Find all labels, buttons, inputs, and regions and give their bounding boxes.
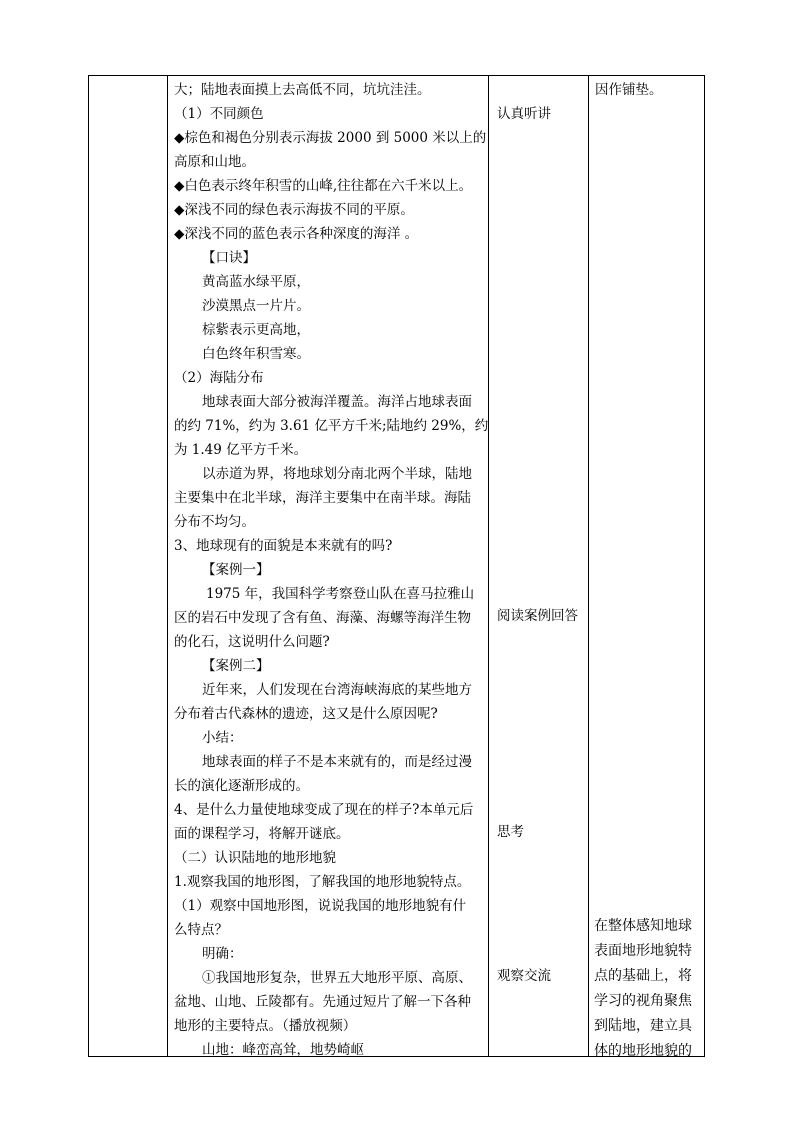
content-line: 大；陆地表面摸上去高低不同，坑坑洼洼。 <box>174 82 431 98</box>
content-line: 地球表面大部分被海洋覆盖。海洋占地球表面 <box>202 394 472 410</box>
content-line: （1）不同颜色 <box>174 106 264 122</box>
design-intent-line: 表面地形地貌特 <box>594 943 692 959</box>
content-line: ◆深浅不同的蓝色表示各种深度的海洋 。 <box>174 226 419 242</box>
content-line: 3、地球现有的面貌是本来就有的吗? <box>174 538 393 554</box>
lesson-plan-table <box>88 75 705 1057</box>
content-line: 【案例一】 <box>202 562 270 578</box>
content-line: 【口诀】 <box>202 250 256 266</box>
design-intent-line: 体的地形地貌的 <box>594 1043 692 1059</box>
content-line: 明确： <box>202 946 243 962</box>
content-line: 盆地、山地、丘陵都有。先通过短片了解一下各种 <box>174 994 471 1010</box>
content-line: 面的课程学习，将解开谜底。 <box>174 826 350 842</box>
table-divider-3 <box>588 76 589 1056</box>
design-intent-line: 点的基础上，将 <box>594 968 692 984</box>
design-intent-top: 因作铺垫。 <box>595 82 663 98</box>
content-line: 分布不均匀。 <box>174 514 255 530</box>
student-activity-listen: 认真听讲 <box>497 106 551 122</box>
content-line: （1）观察中国地形图，说说我国的地形地貌有什 <box>174 898 467 914</box>
content-line: 【案例二】 <box>202 658 270 674</box>
design-intent-line: 在整体感知地球 <box>594 918 692 934</box>
content-line: 黄高蓝水绿平原， <box>202 274 310 290</box>
content-line: 白色终年积雪寒。 <box>202 346 310 362</box>
content-line: 地形的主要特点。（播放视频） <box>174 1018 357 1034</box>
content-line: 么特点？ <box>174 922 228 938</box>
content-line: ◆白色表示终年积雪的山峰,往往都在六千米以上。 <box>174 178 473 194</box>
content-line: 近年来，人们发现在台湾海峡海底的某些地方 <box>202 682 472 698</box>
content-line: 1.观察我国的地形图，了解我国的地形地貌特点。 <box>174 874 471 890</box>
design-intent-line: 到陆地，建立具 <box>594 1018 692 1034</box>
content-line: （2）海陆分布 <box>174 370 264 386</box>
table-divider-1 <box>167 76 168 1056</box>
student-activity-read-case: 阅读案例回答 <box>497 608 578 624</box>
content-line: 沙漠黑点一片片。 <box>202 298 310 314</box>
design-intent-line: 学习的视角聚焦 <box>594 993 692 1009</box>
content-line: 主要集中在北半球，海洋主要集中在南半球。海陆 <box>174 490 471 506</box>
design-intent-column <box>594 914 702 1064</box>
content-line: ①我国地形复杂，世界五大地形平原、高原、 <box>202 970 472 986</box>
content-line: 棕紫表示更高地， <box>202 322 310 338</box>
content-line: 的化石，这说明什么问题? <box>174 634 330 650</box>
student-activity-think: 思考 <box>497 824 524 840</box>
content-line: 地球表面的样子不是本来就有的，而是经过漫 <box>202 754 472 770</box>
content-line: 1975 年，我国科学考察登山队在喜马拉雅山 <box>206 586 475 602</box>
content-line: 长的演化逐渐形成的。 <box>174 778 309 794</box>
content-line: ◆深浅不同的绿色表示海拔不同的平原。 <box>174 202 414 218</box>
teaching-content-column <box>174 78 489 1062</box>
content-line: ◆棕色和褐色分别表示海拔 2000 到 5000 米以上的 <box>174 130 487 146</box>
content-line: 高原和山地。 <box>174 154 255 170</box>
content-line: 区的岩石中发现了含有鱼、海藻、海螺等海洋生物 <box>174 610 471 626</box>
content-line: 为 1.49 亿平方千米。 <box>174 442 308 458</box>
content-line: 山地：峰峦高耸，地势崎岖 <box>202 1042 364 1058</box>
content-line: 4、是什么力量使地球变成了现在的样子?本单元后 <box>174 802 474 818</box>
content-line: 小结： <box>202 730 243 746</box>
content-line: 以赤道为界，将地球划分南北两个半球，陆地 <box>202 466 472 482</box>
table-divider-2 <box>488 76 489 1056</box>
content-line: 分布着古代森林的遗迹，这又是什么原因呢? <box>174 706 438 722</box>
content-line: （二）认识陆地的地形地貌 <box>174 850 336 866</box>
student-activity-observe: 观察交流 <box>497 968 551 984</box>
content-line: 的约 71%，约为 3.61 亿平方千米;陆地约 29%，约 <box>174 418 489 434</box>
